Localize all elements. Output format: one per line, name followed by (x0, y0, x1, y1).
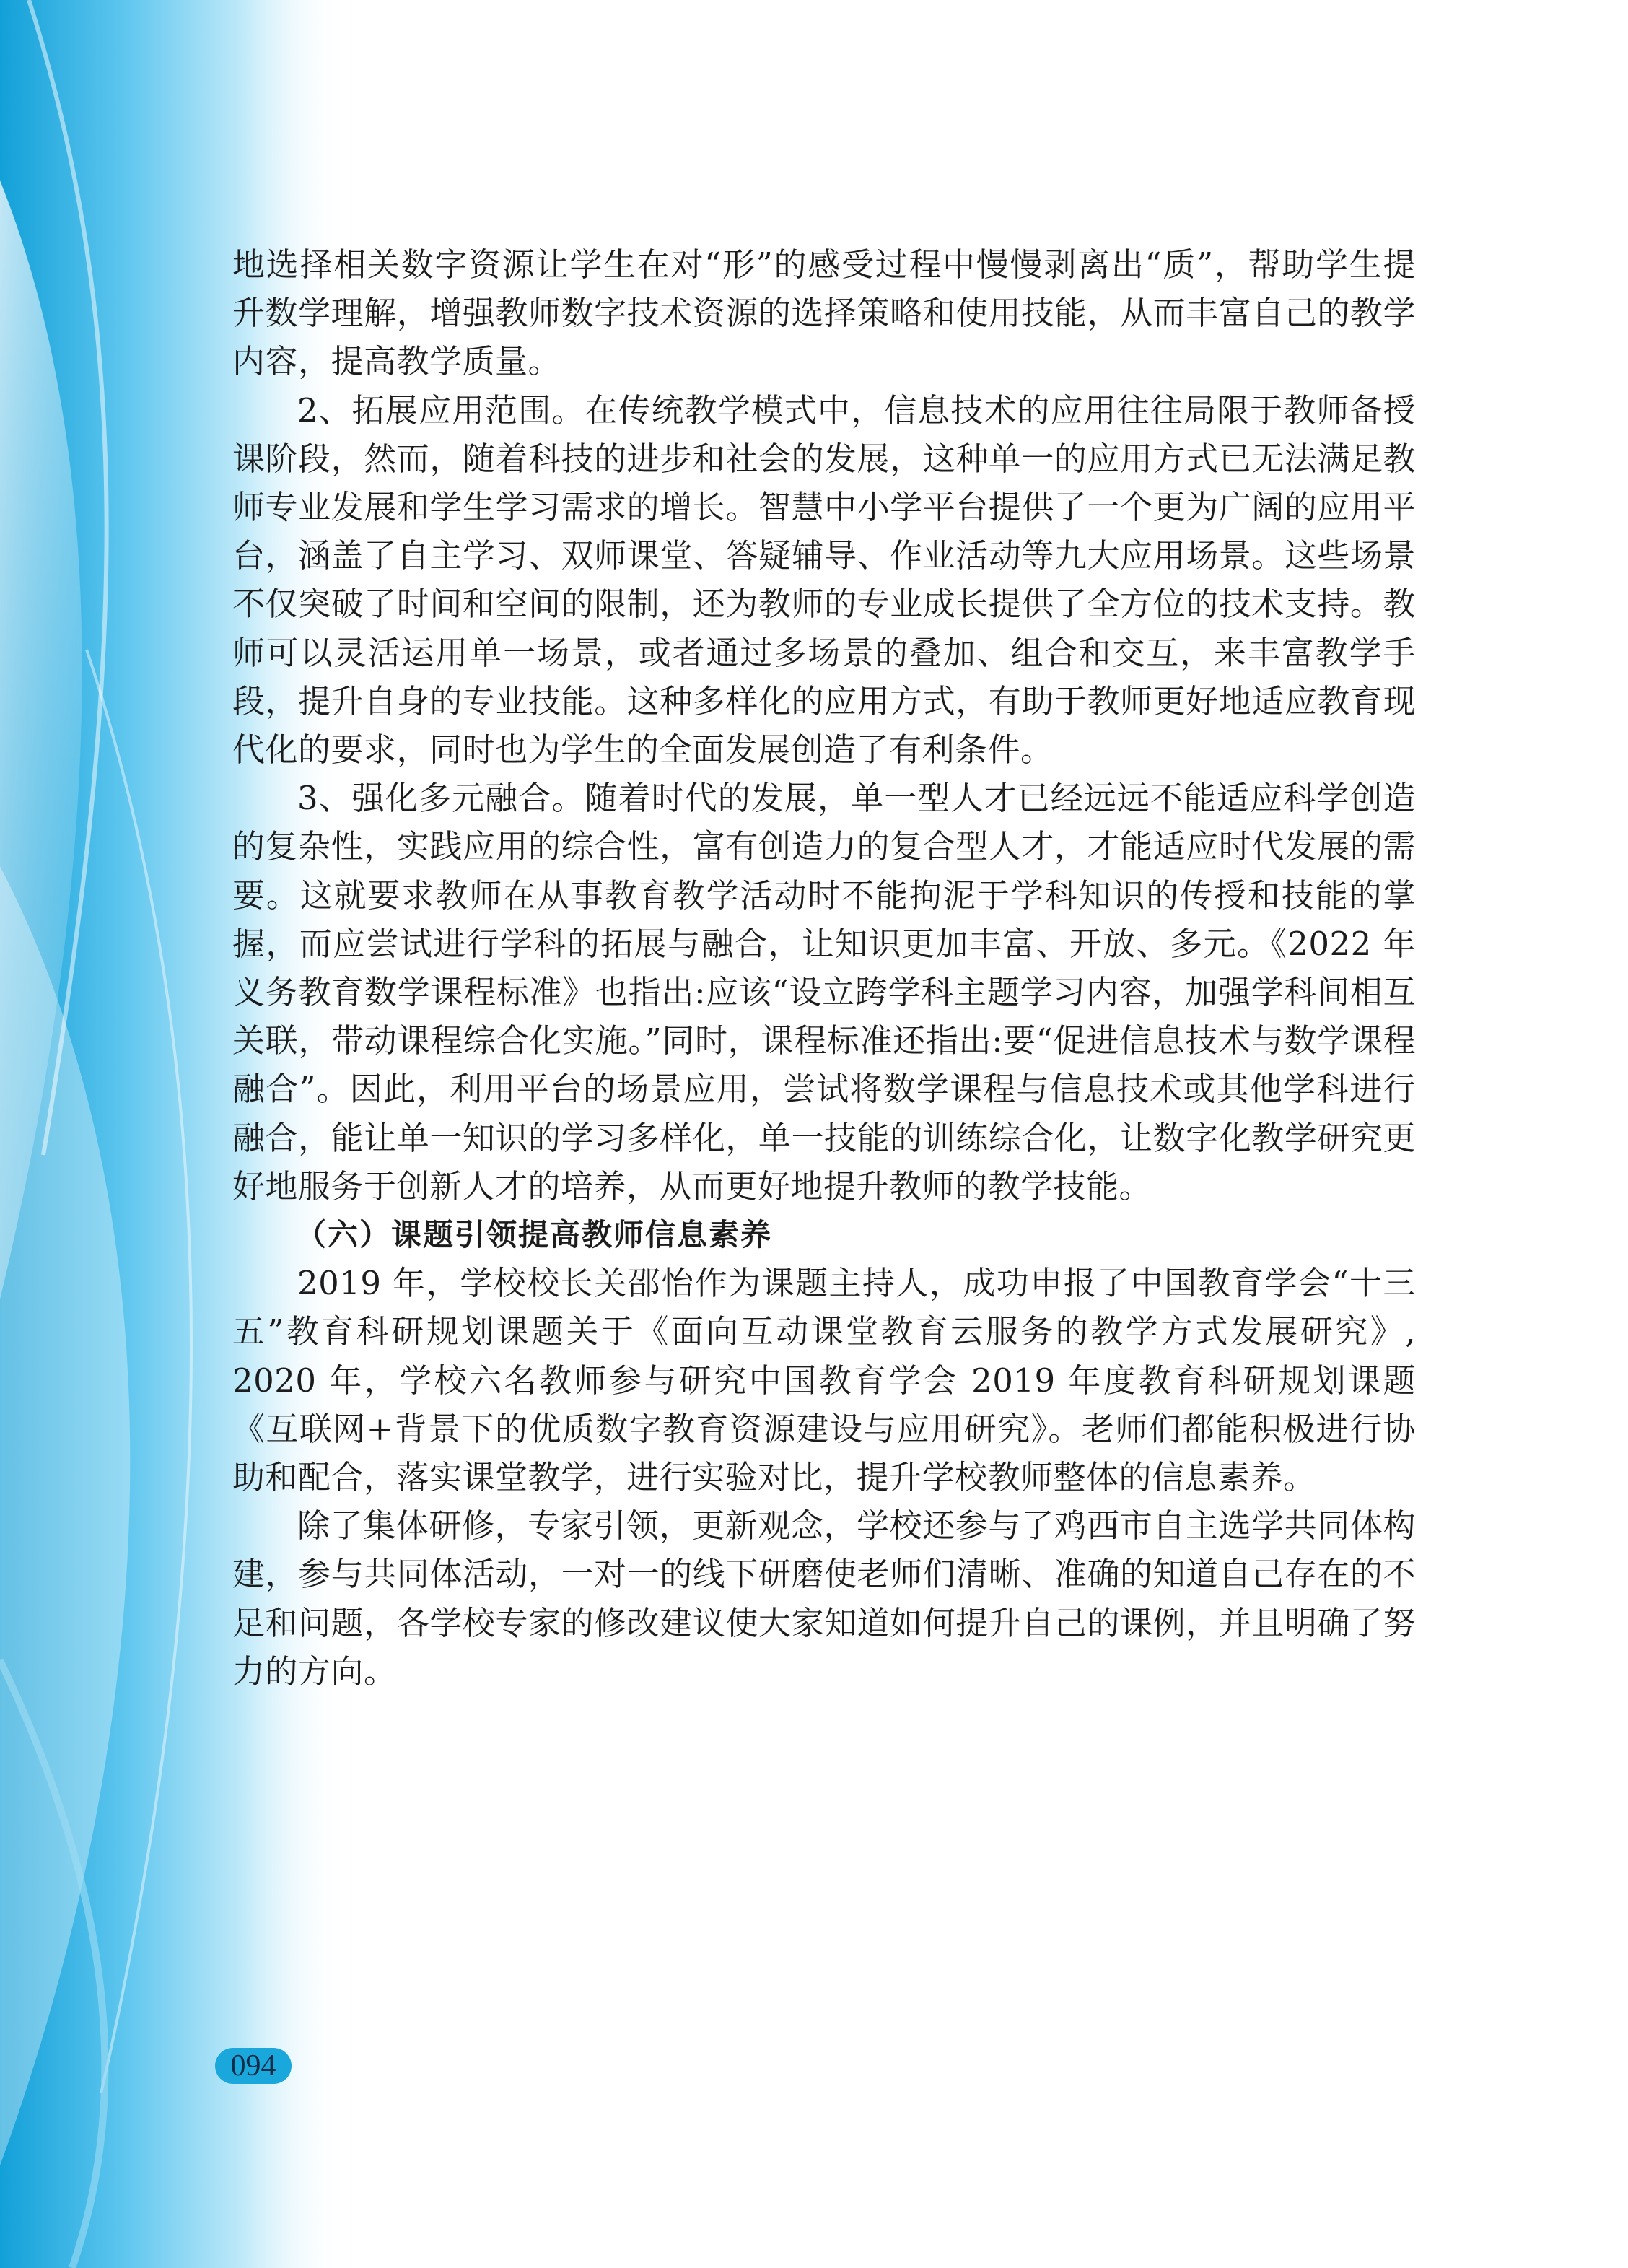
page-number-badge: 094 (215, 2048, 292, 2084)
paragraph-expand-application: 2、拓展应用范围。在传统教学模式中，信息技术的应用往往局限于教师备授课阶段，然而，随着科技的进步和社会的发展，这种单一的应用方式已无法满足教师专业发展和学生学习需求的增长。智慧中小学平台提供了一个更为广阔的应用平台，涵盖了自主学习、双师课堂、答疑辅导、作业活动等九大应用场景。这些场景不仅突破了时间和空间的限制，还为教师的专业成长提供了全方位的技术支持。教师可以灵活运用单一场景，或者通过多场景的叠加、组合和交互，来丰富教学手段，提升自身的专业技能。这种多样化的应用方式，有助于教师更好地适应教育现代化的要求，同时也为学生的全面发展创造了有利条件。 (232, 391, 1416, 769)
paragraph-multi-integration: 3、强化多元融合。随着时代的发展，单一型人才已经远远不能适应科学创造的复杂性，实践应用的综合性，富有创造力的复合型人才，才能适应时代发展的需要。这就要求教师在从事教育教学活动时不能拘泥于学科知识的传授和技能的掌握，而应尝试进行学科的拓展与融合，让知识更加丰富、开放、多元。《2022 年义务教育数学课程标准》也指出:应该“设立跨学科主题学习内容，加强学科间相互关联，带动课程综合化实施。”同时，课程标准还指出:要“促进信息技术与数学课程融合”。因此，利用平台的场景应用，尝试将数学课程与信息技术或其他学科进行融合，能让单一知识的学习多样化，单一技能的训练综合化，让数字化教学研究更好地服务于创新人才的培养，从而更好地提升教师的教学技能。 (232, 779, 1416, 1205)
paragraph-research-projects: 2019 年，学校校长关邵怡作为课题主持人，成功申报了中国教育学会“十三五”教育科研规划课题关于《面向互动课堂教育云服务的教学方式发展研究》, 2020 年，学校六名教师参与研究中国教育学会 2019 年度教育科研规划课题《互联网+背景下的优质数字教育资源建设与应用研究》。老师们都能积极进行协助和配合，落实课堂教学，进行实验对比，提升学校教师整体的信息素养。 (232, 1264, 1416, 1497)
body-text (232, 240, 1416, 1696)
section-heading: （六）课题引领提高教师信息素养 (296, 1217, 773, 1253)
paragraph-continued: 地选择相关数字资源让学生在对“形”的感受过程中慢慢剥离出“质”，帮助学生提升数学理解，增强教师数字技术资源的选择策略和使用技能，从而丰富自己的教学内容，提高教学质量。 (232, 245, 1416, 381)
paragraph-community-building: 除了集体研修，专家引领，更新观念，学校还参与了鸡西市自主选学共同体构建，参与共同体活动，一对一的线下研磨使老师们清晰、准确的知道自己存在的不足和问题，各学校专家的修改建议使大家知道如何提升自己的课例，并且明确了努力的方向。 (232, 1506, 1416, 1691)
